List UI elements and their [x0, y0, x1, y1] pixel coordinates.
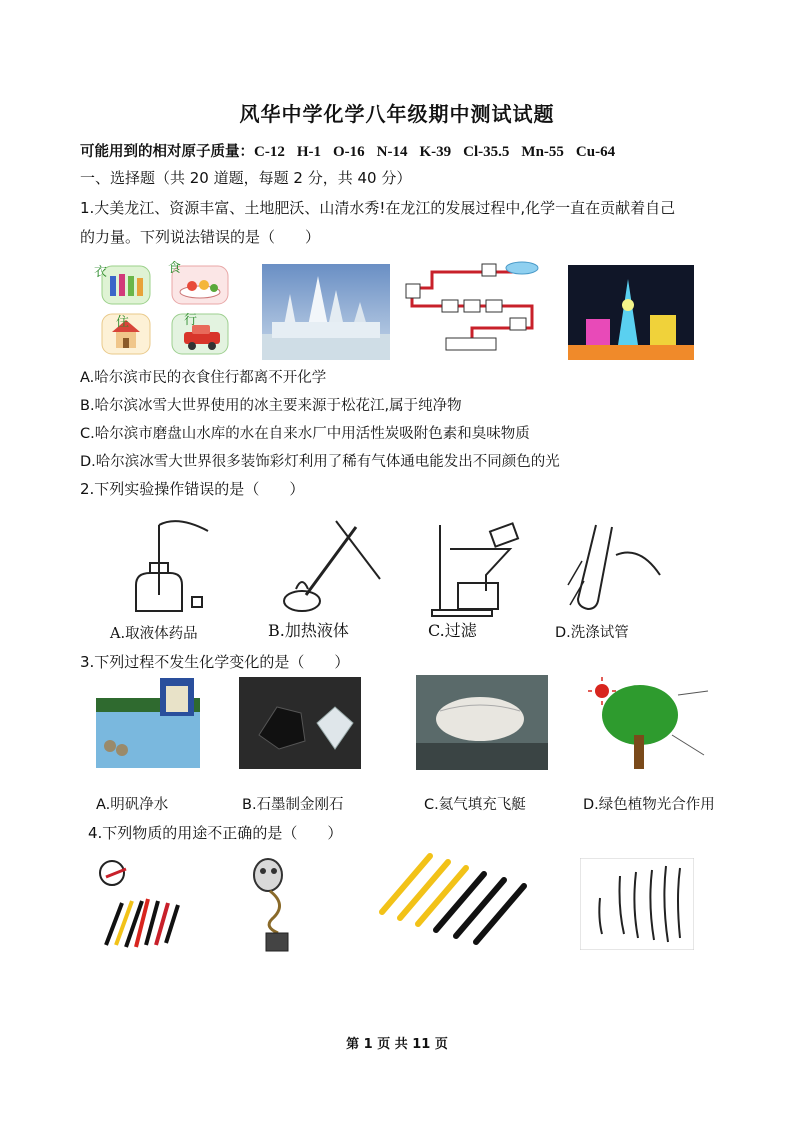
- clothing-food-housing-travel-figure: [88, 258, 238, 358]
- question-2-option-c[interactable]: C.过滤: [428, 621, 477, 640]
- clothing-label: 衣: [94, 265, 108, 280]
- ice-lantern-photo: [568, 265, 694, 360]
- dropper-bottle-figure: [128, 515, 228, 620]
- page-footer: 第 1 页 共 11 页: [346, 1037, 448, 1052]
- housing-label: 住: [116, 315, 130, 330]
- photosynthesis-figure: [588, 675, 718, 775]
- atomic-mass: O-16: [333, 144, 365, 160]
- ice-castle-photo: [262, 264, 390, 360]
- filtration-figure: [430, 515, 540, 620]
- question-3-option-c[interactable]: C.氦气填充飞艇: [424, 797, 526, 813]
- question-2-option-b[interactable]: B.加热液体: [268, 621, 349, 640]
- atomic-mass: Cu-64: [575, 144, 616, 160]
- travel-label: 行: [184, 313, 198, 328]
- question-3-stem: 3.下列过程不发生化学变化的是（ ）: [80, 653, 350, 671]
- question-1-option-c[interactable]: C.哈尔滨市磨盘山水库的水在自来水厂中用活性炭吸附色素和臭味物质: [80, 426, 530, 442]
- electrode-rods-figure: [372, 852, 540, 952]
- question-2-option-a[interactable]: A.取液体药品: [110, 626, 198, 642]
- gas-mask-figure: [248, 855, 308, 953]
- question-2-option-d[interactable]: D.洗涤试管: [555, 625, 629, 641]
- atomic-mass: K-39: [419, 144, 452, 160]
- section-heading: 一、选择题（共 20 道题，每题 2 分，共 40 分）: [80, 169, 412, 187]
- page-title: 风华中学化学八年级期中测试试题: [239, 102, 555, 126]
- atomic-mass: N-14: [376, 144, 408, 160]
- water-treatment-diagram: [402, 258, 552, 358]
- question-3-option-b[interactable]: B.石墨制金刚石: [242, 797, 344, 813]
- pencils-figure: [96, 855, 186, 953]
- question-4-stem: 4.下列物质的用途不正确的是（ ）: [88, 824, 343, 842]
- question-1-stem-line2: 的力量。下列说法错误的是（ ）: [80, 228, 321, 246]
- atomic-mass-line: [80, 140, 615, 161]
- question-3-option-d[interactable]: D.绿色植物光合作用: [583, 797, 715, 813]
- alum-water-photo: [96, 676, 200, 768]
- atomic-mass: Cl-35.5: [463, 144, 510, 160]
- question-1-option-a[interactable]: A.哈尔滨市民的衣食住行都离不开化学: [80, 370, 327, 386]
- question-1-stem-line1: 1.大美龙江、资源丰富、土地肥沃、山清水秀!在龙江的发展过程中,化学一直在贡献着自己: [80, 199, 676, 217]
- question-3-option-a[interactable]: A.明矾净水: [96, 797, 169, 813]
- question-2-stem: 2.下列实验操作错误的是（ ）: [80, 480, 305, 498]
- airship-photo: [416, 675, 548, 770]
- question-1-option-b[interactable]: B.哈尔滨冰雪大世界使用的冰主要来源于松花江,属于纯净物: [80, 398, 462, 414]
- atomic-mass: C-12: [254, 144, 285, 160]
- atomic-mass: Mn-55: [521, 144, 564, 160]
- graphite-diamond-photo: [239, 677, 361, 769]
- atomic-mass: H-1: [296, 144, 321, 160]
- calligraphy-figure: [580, 858, 694, 950]
- atomic-mass-label: 可能用到的相对原子质量：: [80, 144, 254, 160]
- test-tube-washing-figure: [560, 515, 670, 620]
- heating-liquid-figure: [276, 515, 386, 620]
- food-label: 食: [168, 261, 182, 276]
- question-1-option-d[interactable]: D.哈尔滨冰雪大世界很多装饰彩灯利用了稀有气体通电能发出不同颜色的光: [80, 454, 560, 470]
